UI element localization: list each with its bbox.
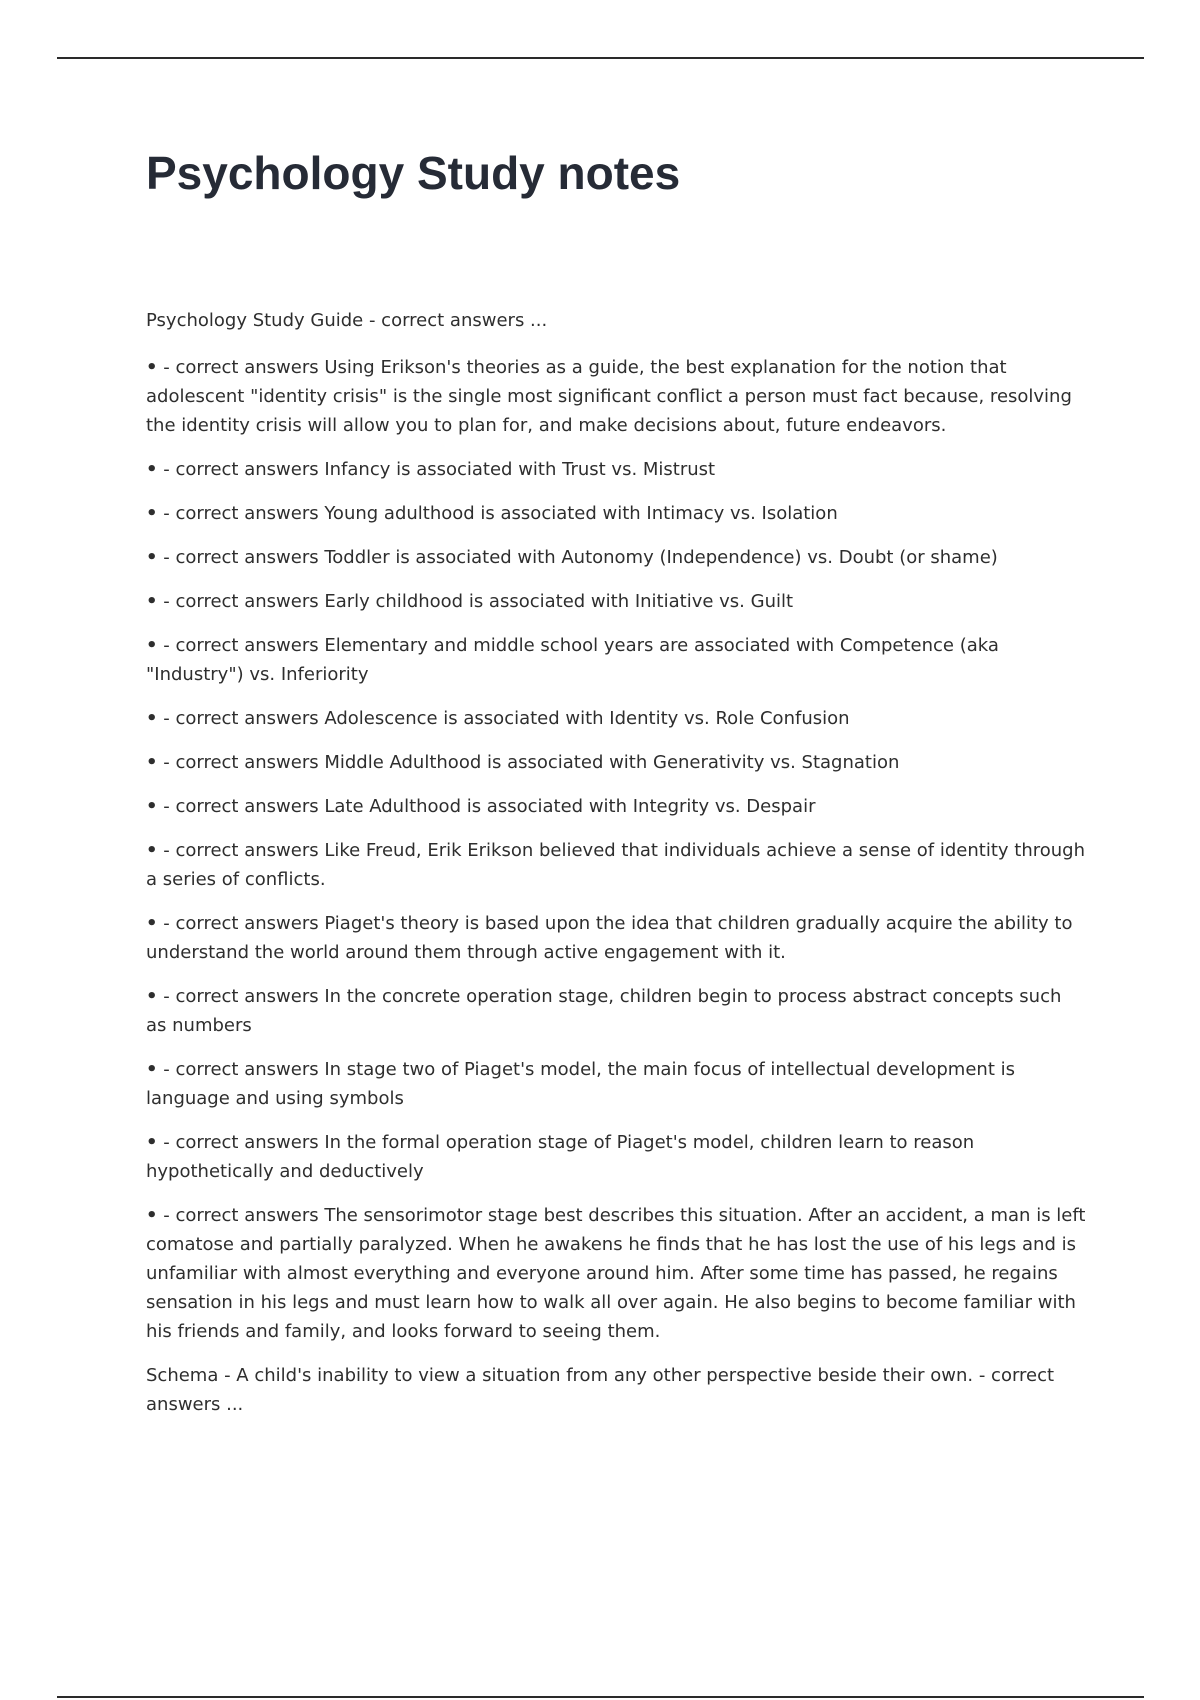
answer-text: Using Erikson's theories as a guide, the best explanation for the notion that adolescent "identity crisis" is the single most significant conflict a person must fact because, resolving the identity crisis will allow you to plan for, and make decisions about, future endeavors.: [146, 357, 1072, 436]
list-item: [146, 631, 1086, 689]
bullet-icon: •: [146, 547, 158, 568]
answer-text: Late Adulthood is associated with Integrity vs. Despair: [324, 796, 816, 817]
answer-prefix: - correct answers: [157, 840, 325, 861]
bullet-icon: •: [146, 591, 158, 612]
answer-prefix: - correct answers: [157, 708, 325, 729]
answer-text: Young adulthood is associated with Intimacy vs. Isolation: [324, 503, 838, 524]
list-item: [146, 1055, 1086, 1113]
list-item: [146, 909, 1086, 967]
answer-prefix: - correct answers: [157, 591, 325, 612]
bullet-icon: •: [146, 708, 158, 729]
bullet-icon: •: [146, 503, 158, 524]
answer-prefix: - correct answers: [157, 357, 325, 378]
answer-prefix: - correct answers: [157, 752, 325, 773]
bottom-rule: [57, 1696, 1144, 1698]
bullet-icon: •: [146, 796, 158, 817]
answer-prefix: - correct answers: [157, 635, 325, 656]
answer-prefix: - correct answers: [157, 986, 325, 1007]
list-item: [146, 982, 1086, 1040]
list-item: [146, 1128, 1086, 1186]
bullet-icon: •: [146, 986, 158, 1007]
bullet-icon: •: [146, 1059, 158, 1080]
list-item: [146, 587, 1086, 616]
list-item: [146, 704, 1086, 733]
bullet-icon: •: [146, 357, 158, 378]
bullet-icon: •: [146, 635, 158, 656]
answer-prefix: - correct answers: [157, 459, 325, 480]
answer-prefix: - correct answers: [157, 1059, 325, 1080]
answer-text: Piaget's theory is based upon the idea that children gradually acquire the ability to understand the world around them through active engagement with it.: [146, 913, 1073, 963]
closing-line: Schema - A child's inability to view a situation from any other perspective beside their own. - correct answers ...: [146, 1365, 1055, 1415]
answer-prefix: - correct answers: [157, 547, 325, 568]
bullet-icon: •: [146, 840, 158, 861]
bullet-icon: •: [146, 752, 158, 773]
bullet-icon: •: [146, 913, 158, 934]
answer-prefix: - correct answers: [157, 1205, 325, 1226]
answer-list: [146, 353, 1086, 1346]
answer-text: Middle Adulthood is associated with Generativity vs. Stagnation: [324, 752, 900, 773]
answer-text: Adolescence is associated with Identity vs. Role Confusion: [324, 708, 850, 729]
list-item: [146, 1201, 1086, 1346]
answer-text: Like Freud, Erik Erikson believed that individuals achieve a sense of identity through a series of conflicts.: [146, 840, 1085, 890]
answer-text: Toddler is associated with Autonomy (Independence) vs. Doubt (or shame): [324, 547, 998, 568]
answer-text: In the formal operation stage of Piaget's model, children learn to reason hypothetically and deductively: [146, 1132, 975, 1182]
answer-prefix: - correct answers: [157, 796, 325, 817]
answer-text: Early childhood is associated with Initiative vs. Guilt: [324, 591, 794, 612]
bullet-icon: •: [146, 1205, 158, 1226]
answer-text: Elementary and middle school years are associated with Competence (aka "Industry") vs. Inferiority: [146, 635, 999, 685]
list-item: [146, 748, 1086, 777]
answer-prefix: - correct answers: [157, 1132, 325, 1153]
page-title: Psychology Study notes: [146, 147, 681, 199]
answer-text: In stage two of Piaget's model, the main focus of intellectual development is language and using symbols: [146, 1059, 1015, 1109]
answer-text: The sensorimotor stage best describes this situation. After an accident, a man is left comatose and partially paralyzed. When he awakens he finds that he has lost the use of his legs and is unfamiliar with almost everything and everyone around him. After some time has passed, he regains sensation in his legs and must learn how to walk all over again. He also begins to become familiar with his friends and family, and looks forward to seeing them.: [146, 1205, 1086, 1342]
list-item: [146, 499, 1086, 528]
top-rule: [57, 57, 1144, 59]
bullet-icon: •: [146, 1132, 158, 1153]
list-item: [146, 836, 1086, 894]
document-body: [146, 140, 1086, 1419]
list-item: [146, 353, 1086, 440]
list-item: [146, 455, 1086, 484]
answer-prefix: - correct answers: [157, 913, 325, 934]
answer-text: Infancy is associated with Trust vs. Mistrust: [324, 459, 716, 480]
bullet-icon: •: [146, 459, 158, 480]
answer-text: In the concrete operation stage, children begin to process abstract concepts such as numbers: [146, 986, 1062, 1036]
list-item: [146, 792, 1086, 821]
answer-prefix: - correct answers: [157, 503, 325, 524]
list-item: [146, 543, 1086, 572]
intro-line: Psychology Study Guide - correct answers ...: [146, 310, 548, 331]
